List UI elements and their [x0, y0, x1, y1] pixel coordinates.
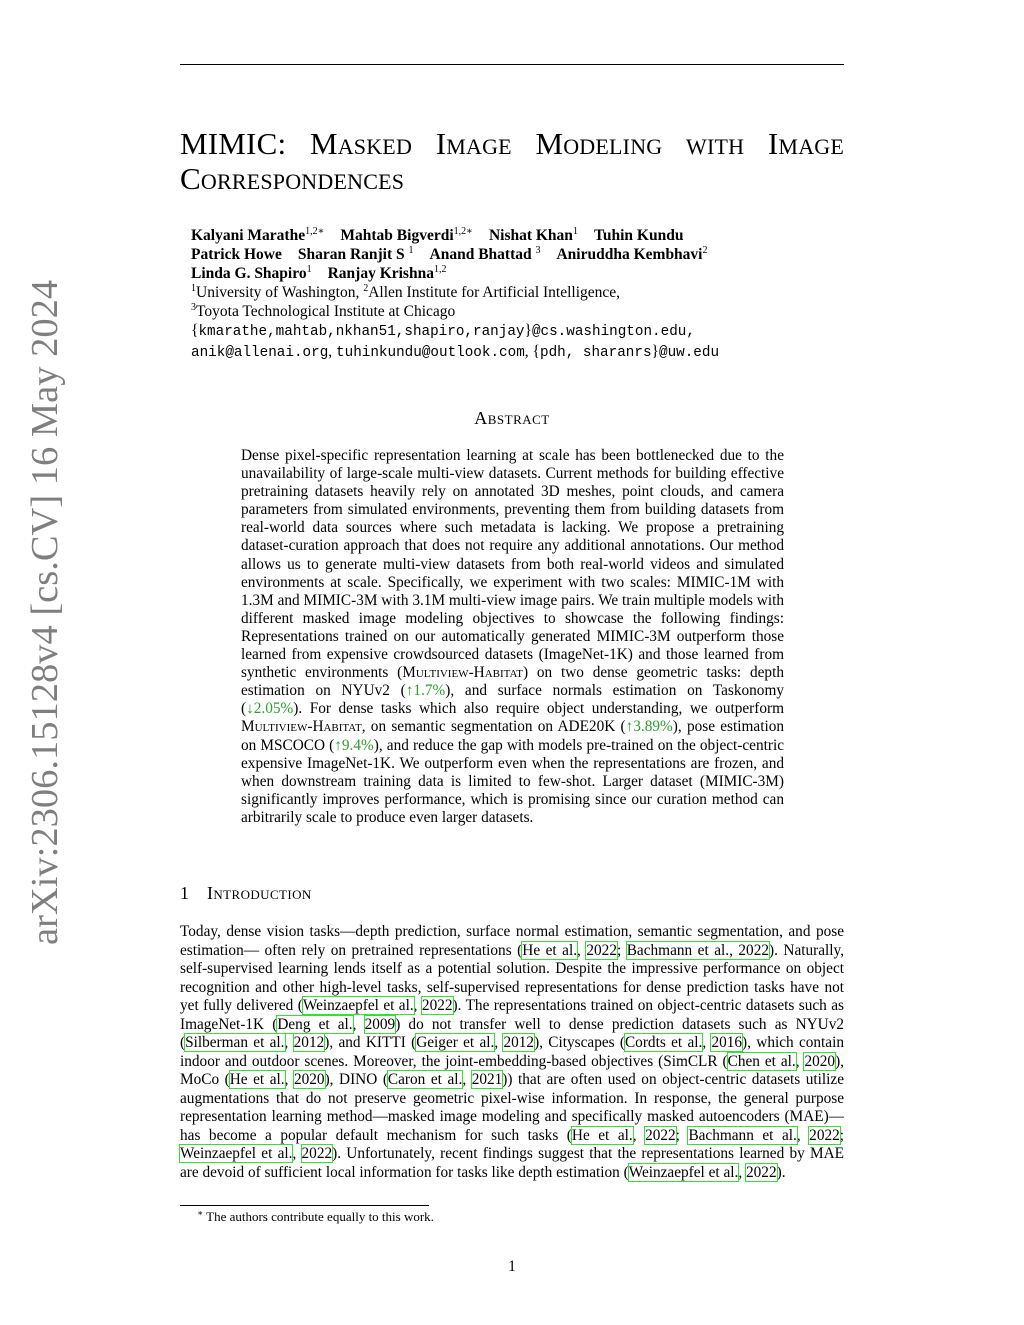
author: Nishat Khan$^1$: [488, 226, 578, 244]
top-rule: [180, 64, 844, 65]
email-domain: @uw.edu: [658, 345, 720, 361]
citation-link[interactable]: Weinzaepfel et al.: [302, 997, 414, 1014]
author: Anand Bhattad $^3$: [429, 245, 541, 263]
introduction-paragraph: Today, dense vision tasks—depth prediction, surface normal estimation, semantic segmentation, and pose estimation— often rely on pretrained representations (He et al., 2022; Bachmann et al., 2022). Naturally, self-supervised learning lends itself as a potential solution. Despite the impressive performance on object recognition and other high-level tasks, self-supervised representations for dense prediction tasks have not yet fully delivered (Weinzaepfel et al., 2022). The representations trained on object-centric datasets such as ImageNet-1K (Deng et al., 2009) do not transfer well to dense prediction datasets such as NYUv2 (Silberman et al., 2012), and KITTI (Geiger et al., 2012), Cityscapes (Cordts et al., 2016), which contain indoor and outdoor scenes. Moreover, the joint-embedding-based objectives (SimCLR (Chen et al., 2020), MoCo (He et al., 2020), DINO (Caron et al., 2021)) that are often used on object-centric datasets utilize augmentations that do not preserve geometric pixel-wise information. In response, the general purpose representation learning method—masked image modeling and specifically masked autoencoders (MAE)—has become a popular default mechanism for such tasks (He et al., 2022; Bachmann et al., 2022; Weinzaepfel et al., 2022). Unfortunately, recent findings suggest that the representations learned by MAE are devoid of sufficient local information for tasks like depth estimation (Weinzaepfel et al., 2022).: [180, 923, 845, 1181]
email-text: kmarathe,mahtab,nkhan51,shapiro,ranjay: [198, 324, 525, 340]
author: Kalyani Marathe$^{1,2∗}$: [191, 226, 325, 244]
citation-link[interactable]: Chen et al.: [727, 1052, 796, 1070]
arxiv-identifier: arXiv:2306.15128v4 [cs.CV] 16 May 2024: [24, 279, 66, 945]
citation-link[interactable]: 2020: [804, 1052, 836, 1070]
title-main: Masked Image Modeling with Image Correspondences: [180, 126, 845, 196]
citation-link[interactable]: He et al.: [571, 1126, 633, 1144]
citation-link[interactable]: Cordts et al.: [624, 1034, 703, 1051]
author-line-1: [191, 226, 851, 245]
section-heading-introduction: 1 Introduction: [180, 883, 312, 903]
author: Ranjay Krishna$^{1,2}$: [327, 264, 447, 282]
citation-link[interactable]: 2012: [293, 1034, 325, 1051]
author: Mahtab Bigverdi$^{1,2∗}$: [340, 226, 473, 244]
metric-highlight: ↑9.4%: [334, 736, 374, 754]
citation-link[interactable]: Weinzaepfel et al.: [180, 1145, 293, 1162]
citation-link[interactable]: 2009: [364, 1015, 396, 1033]
author: Linda G. Shapiro$^1$: [191, 264, 312, 282]
author-line-3: [191, 264, 851, 283]
email-text: pdh, sharanrs: [539, 345, 652, 361]
affiliation-line-2: $^3$Toyota Technological Institute at Chicago: [191, 302, 456, 320]
author-line-2: [191, 245, 851, 264]
citation-link[interactable]: 2012: [503, 1034, 535, 1051]
citation-link[interactable]: Silberman et al.: [185, 1034, 285, 1051]
citation-link[interactable]: He et al.: [522, 941, 578, 959]
email-line-1: {kmarathe,mahtab,nkhan51,shapiro,ranjay}@cs.washington.edu,: [191, 322, 695, 340]
footnote: [197, 1209, 434, 1225]
author: Patrick Howe: [191, 246, 282, 263]
citation-link[interactable]: 2021: [471, 1071, 503, 1088]
citation-link[interactable]: 2020: [293, 1071, 325, 1088]
citation-link[interactable]: Geiger et al.: [416, 1034, 495, 1051]
citation-link[interactable]: 2016: [711, 1034, 743, 1051]
citation-link[interactable]: Caron et al.: [387, 1071, 463, 1088]
paper-title: [180, 126, 844, 196]
citation-link[interactable]: Bachmann et al.: [688, 1126, 797, 1144]
citation-link[interactable]: 2022: [421, 997, 453, 1014]
citation-link[interactable]: 2022: [746, 1163, 777, 1181]
citation-link[interactable]: Bachmann et al., 2022: [626, 941, 769, 959]
author: Aniruddha Kembhavi$^2$: [556, 245, 708, 263]
citation-link[interactable]: 2022: [645, 1126, 676, 1144]
author: Sharan Ranjit S $^1$: [297, 245, 414, 263]
metric-highlight: ↑1.7%: [405, 682, 446, 700]
abstract-heading: Abstract: [474, 408, 550, 428]
citation-link[interactable]: He et al.: [229, 1071, 285, 1088]
email-text: anik@allenai.org: [191, 345, 329, 361]
metric-highlight: ↓2.05%: [246, 700, 294, 718]
citation-link[interactable]: 2022: [586, 941, 617, 959]
citation-link[interactable]: Weinzaepfel et al.: [628, 1163, 739, 1181]
page-number: 1: [508, 1258, 516, 1275]
email-text: tuhinkundu@outlook.com: [336, 345, 525, 361]
metric-highlight: ↑3.89%: [625, 718, 673, 736]
footnote-mark: ∗: [197, 1208, 204, 1218]
footnote-text: The authors contribute equally to this work.: [206, 1209, 434, 1224]
author: Tuhin Kundu: [593, 227, 684, 244]
title-prefix: MIMIC:: [180, 126, 310, 161]
author-block: [191, 226, 851, 363]
email-line-2: anik@allenai.org, tuhinkundu@outlook.com, {pdh, sharanrs}@uw.edu: [191, 343, 720, 361]
email-domain: @cs.washington.edu,: [531, 324, 695, 340]
affiliation-line-1: $^1$University of Washington, $^2$Allen Institute for Artificial Intelligence,: [191, 283, 621, 301]
footnote-rule: [180, 1205, 429, 1206]
abstract-text: Dense pixel-specific representation learning at scale has been bottlenecked due to the unavailability of large-scale multi-view datasets. Current methods for building effective pretraining datasets heavily rely on annotated 3D meshes, point clouds, and camera parameters from simulated environments, preventing them from building datasets from real-world data sources where such metadata is lacking. We propose a pretraining dataset-curation approach that does not require any additional annotations. Our method allows us to generate multi-view datasets from both real-world videos and simulated environments at scale. Specifically, we experiment with two scales: MIMIC-1M with 1.3M and MIMIC-3M with 3.1M multi-view image pairs. We train multiple models with different masked image modeling objectives to showcase the following findings: Representations trained on our automatically generated MIMIC-3M outperform those learned from expensive crowdsourced datasets (ImageNet-1K) and those learned from synthetic environments (Multiview-Habitat) on two dense geometric tasks: depth estimation on NYUv2 (↑1.7%), and surface normals estimation on Taskonomy (↓2.05%). For dense tasks which also require object understanding, we outperform Multiview-Habitat, on semantic segmentation on ADE20K (↑3.89%), pose estimation on MSCOCO (↑9.4%), and reduce the gap with models pre-trained on the object-centric expensive ImageNet-1K. We outperform even when the representations are frozen, and when downstream training data is limited to few-shot. Larger dataset (MIMIC-3M) significantly improves performance, which is promising since our curation method can arbitrarily scale to produce even larger datasets.: [241, 447, 784, 826]
citation-link[interactable]: Deng et al.: [277, 1015, 353, 1033]
citation-link[interactable]: 2022: [809, 1126, 840, 1144]
citation-link[interactable]: 2022: [301, 1145, 333, 1162]
